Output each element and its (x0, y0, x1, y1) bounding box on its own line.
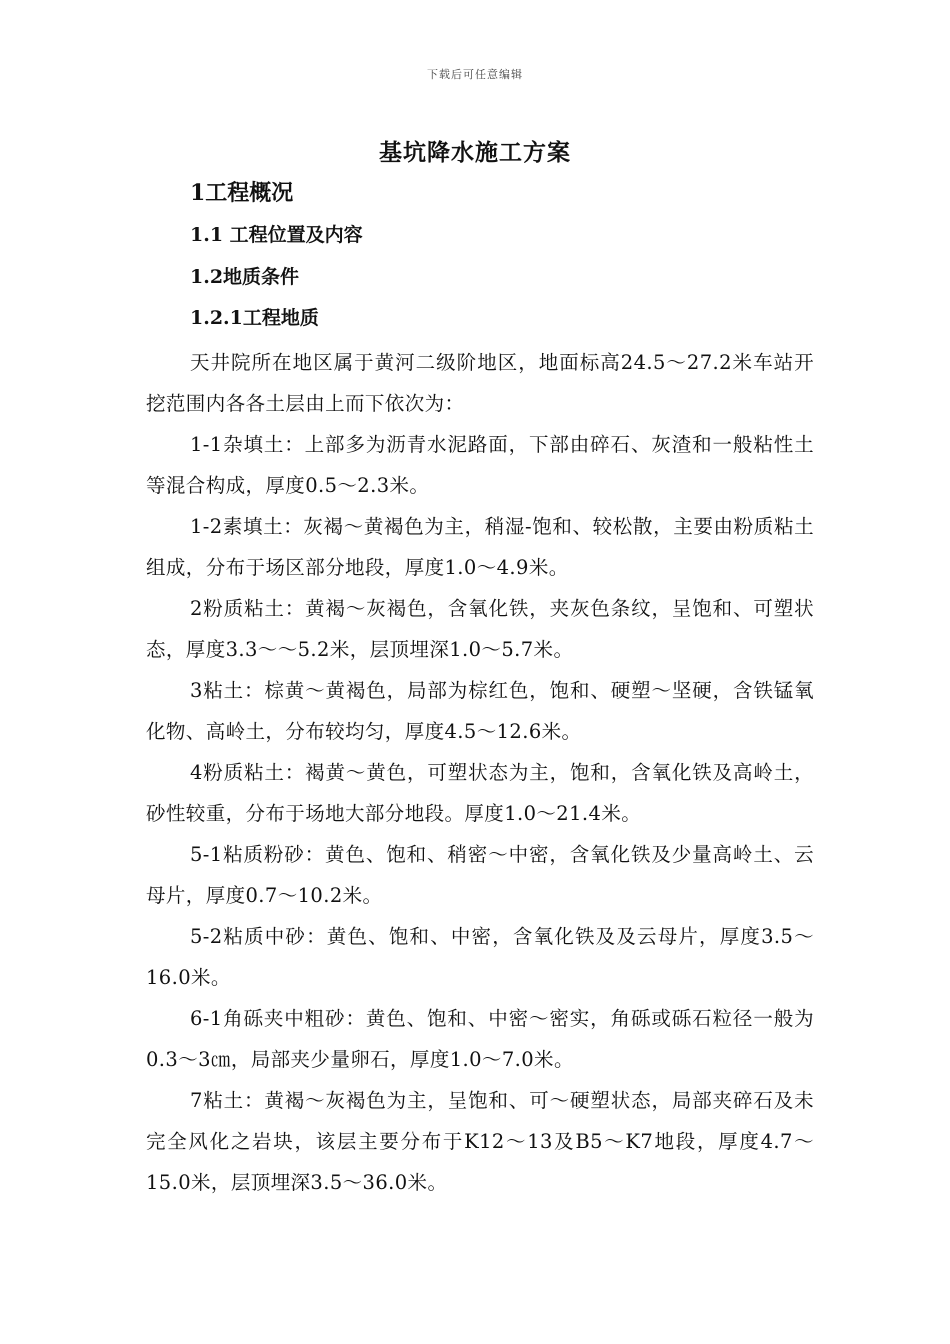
paragraph-layer-5-2: 5-2粘质中砂：黄色、饱和、中密，含氧化铁及及云母片，厚度3.5～16.0米。 (146, 925, 814, 989)
section-heading-1: 1工程概况 (190, 180, 294, 206)
paragraph-layer-3: 3粘土：棕黄～黄褐色，局部为棕红色，饱和、硬塑～坚硬，含铁锰氧化物、高岭土，分布较均匀，厚度4.5～12.6米。 (146, 679, 814, 743)
document-title: 基坑降水施工方案 (379, 139, 571, 166)
paragraph-layer-5-1: 5-1粘质粉砂：黄色、饱和、稍密～中密，含氧化铁及少量高岭土、云母片，厚度0.7～10.2米。 (146, 843, 814, 907)
section-heading-1-1: 1.1 工程位置及内容 (190, 224, 363, 246)
paragraph-intro: 天井院所在地区属于黄河二级阶地区，地面标高24.5～27.2米车站开挖范围内各各土层由上而下依次为： (146, 351, 814, 415)
paragraph-layer-2: 2粉质粘土：黄褐～灰褐色，含氧化铁，夹灰色条纹，呈饱和、可塑状态，厚度3.3～～5.2米，层顶埋深1.0～5.7米。 (146, 597, 814, 661)
page-header: 下载后可任意编辑 (427, 68, 523, 81)
paragraph-layer-4: 4粉质粘土：褐黄～黄色，可塑状态为主，饱和，含氧化铁及高岭土，砂性较重，分布于场地大部分地段。厚度1.0～21.4米。 (146, 761, 814, 825)
body-text (146, 342, 814, 1203)
paragraph-layer-1-1: 1-1杂填土：上部多为沥青水泥路面，下部由碎石、灰渣和一般粘性土等混合构成，厚度0.5～2.3米。 (146, 433, 814, 497)
paragraph-layer-6-1: 6-1角砾夹中粗砂：黄色、饱和、中密～密实，角砾或砾石粒径一般为0.3～3㎝，局部夹少量卵石，厚度1.0～7.0米。 (146, 1007, 814, 1071)
paragraph-layer-1-2: 1-2素填土：灰褐～黄褐色为主，稍湿-饱和、较松散，主要由粉质粘土组成，分布于场区部分地段，厚度1.0～4.9米。 (146, 515, 814, 579)
section-heading-1-2-1: 1.2.1工程地质 (190, 307, 319, 329)
section-heading-1-2: 1.2地质条件 (190, 266, 300, 288)
paragraph-layer-7: 7粘土：黄褐～灰褐色为主，呈饱和、可～硬塑状态，局部夹碎石及未完全风化之岩块，该层主要分布于K12～13及B5～K7地段，厚度4.7～15.0米，层顶埋深3.5～36.0米。 (146, 1089, 814, 1194)
